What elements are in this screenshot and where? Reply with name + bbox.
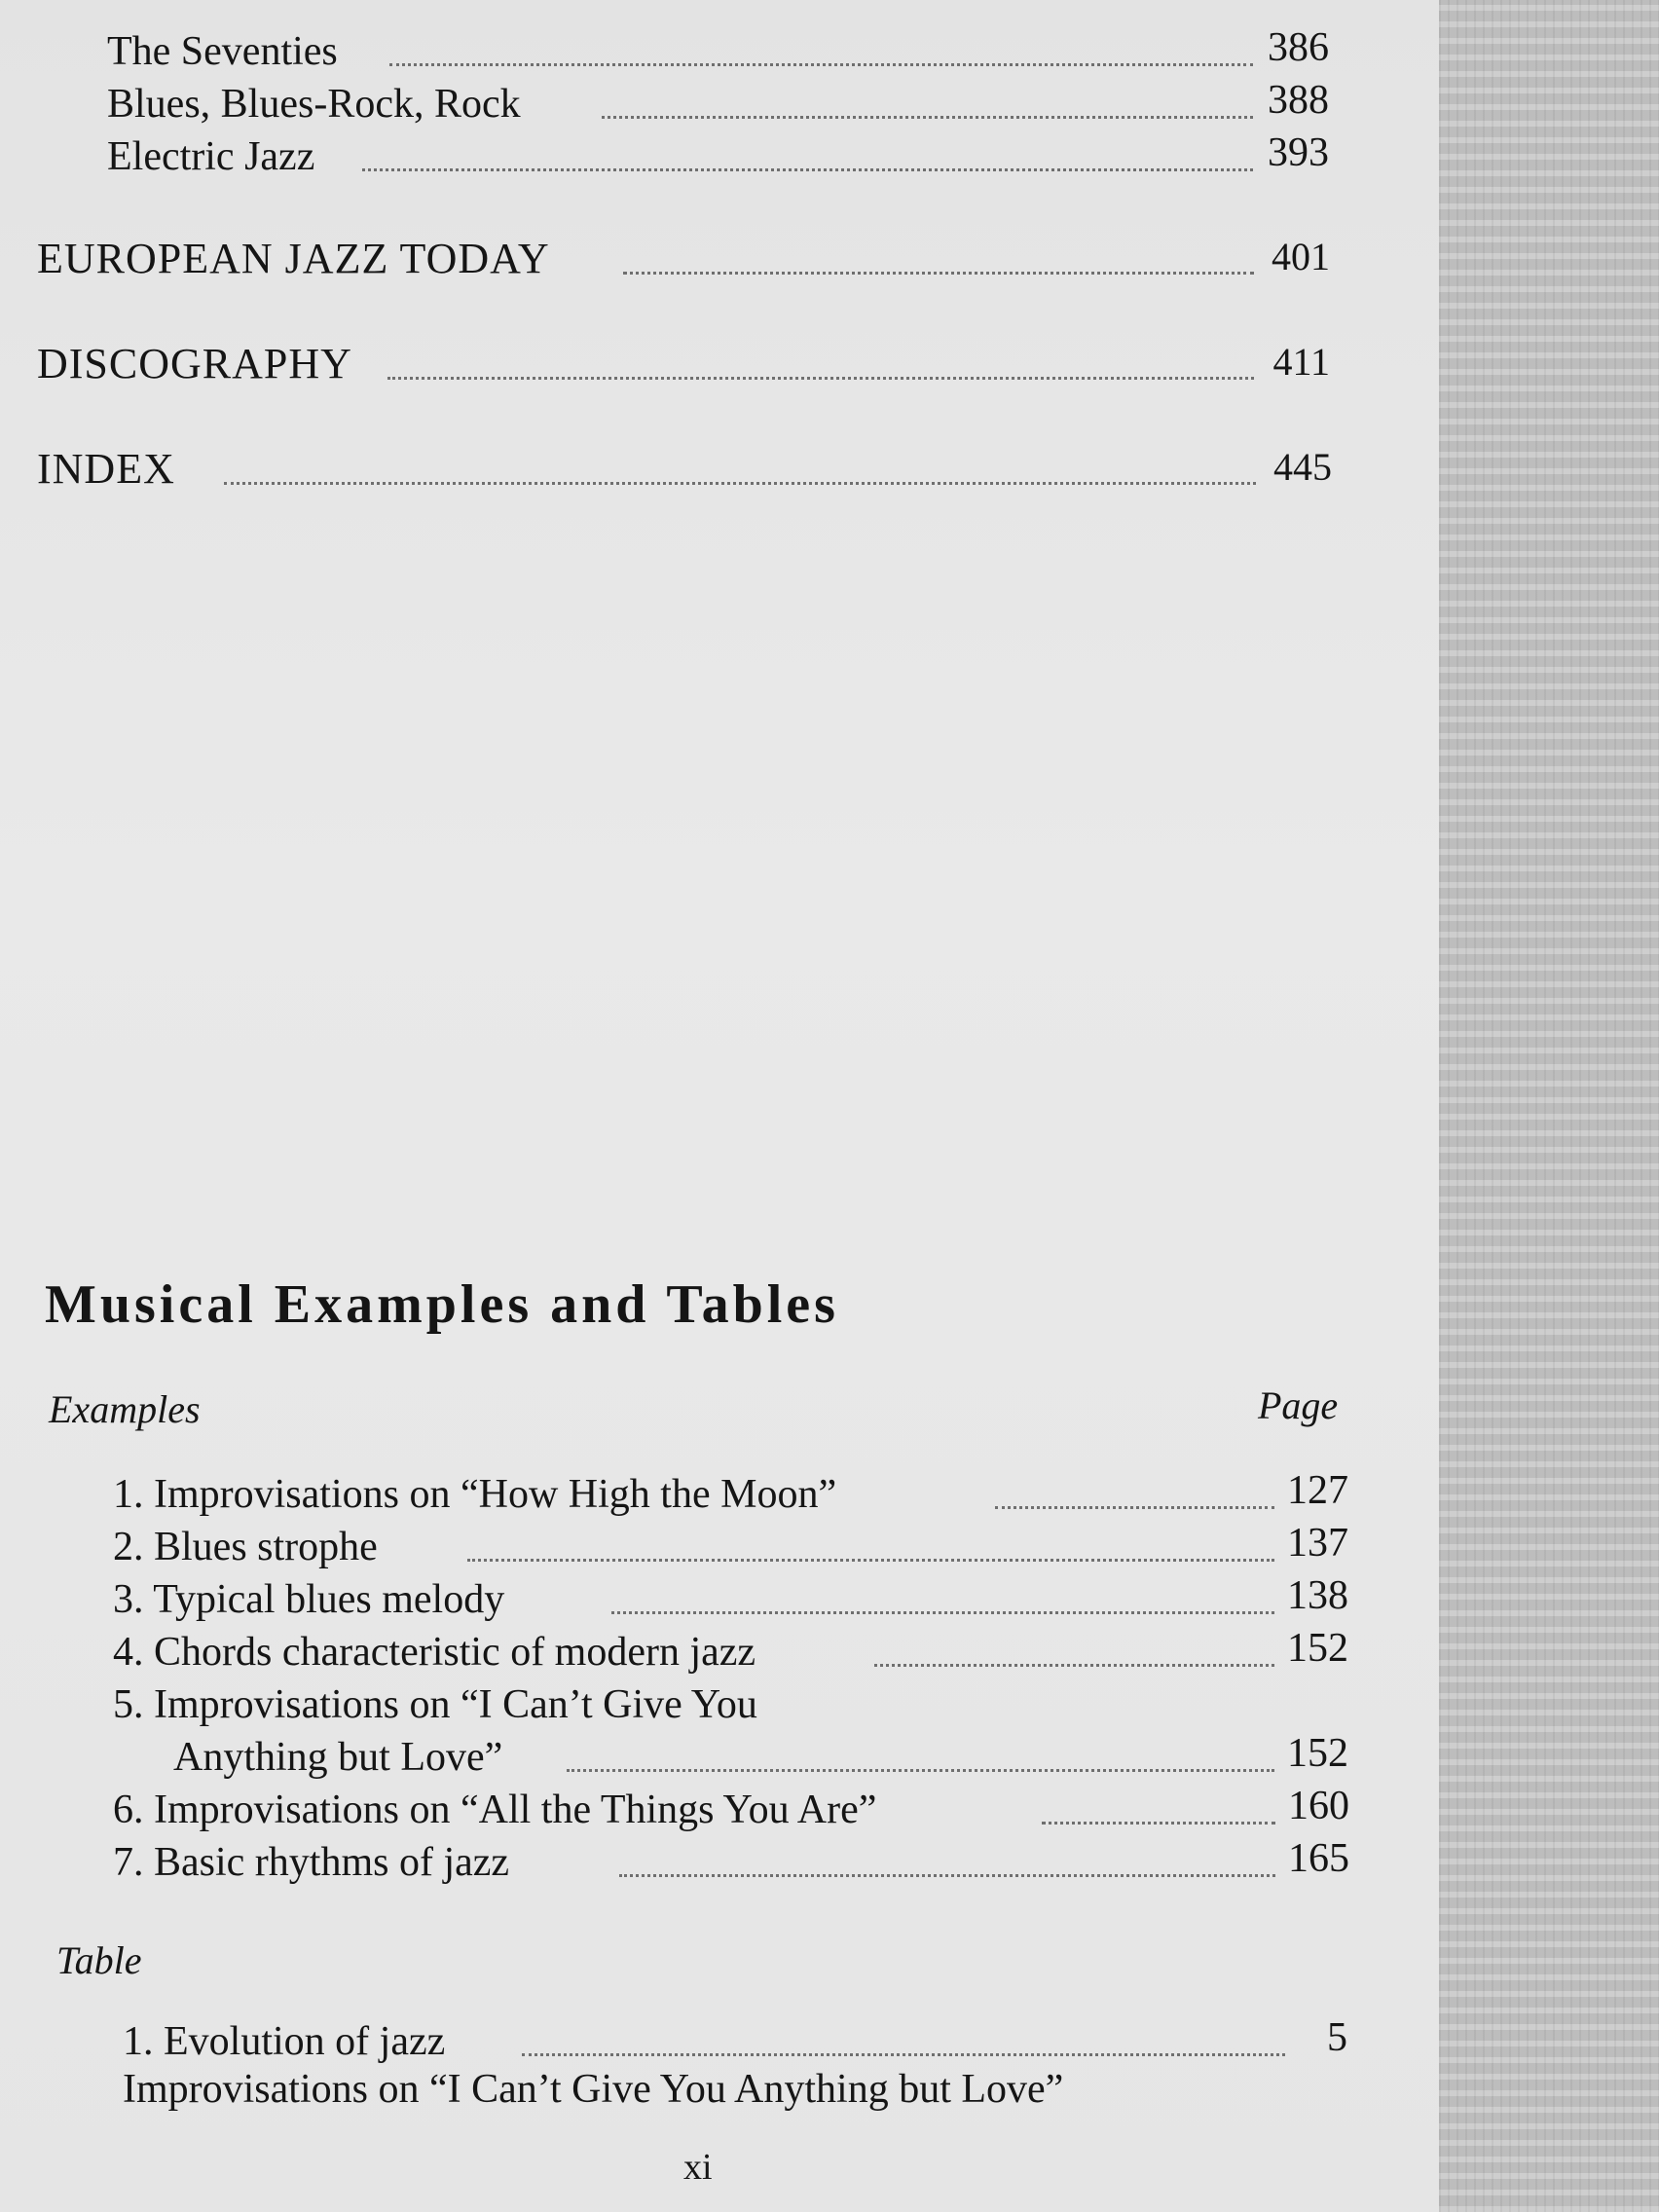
table-heading: Table [56, 1938, 142, 1982]
toc-subentry-page: 388 [1268, 78, 1329, 123]
example-label: 1. Improvisations on “How High the Moon” [113, 1472, 837, 1517]
example-page: 152 [1287, 1731, 1348, 1776]
toc-entry [37, 230, 1330, 280]
toc-subentry-label: Electric Jazz [107, 134, 315, 179]
dot-leader [362, 168, 1253, 171]
dot-leader [611, 1611, 1274, 1614]
example-item [113, 1622, 1348, 1673]
toc-entry-label: EUROPEAN JAZZ TODAY [37, 235, 550, 282]
dot-leader [995, 1506, 1274, 1509]
toc-subentry [107, 74, 1329, 125]
example-label: 5. Improvisations on “I Can’t Give You [113, 1682, 757, 1727]
dot-leader [567, 1769, 1274, 1772]
section-title: Musical Examples and Tables [45, 1274, 839, 1335]
dot-leader [387, 377, 1254, 380]
dot-leader [1042, 1822, 1275, 1825]
example-item [113, 1675, 1348, 1725]
example-label: Anything but Love” [173, 1735, 503, 1780]
page-column-heading: Page [1258, 1383, 1339, 1427]
dot-leader [874, 1664, 1274, 1667]
example-item [113, 1780, 1349, 1830]
example-page: 165 [1288, 1836, 1349, 1881]
example-item [113, 1517, 1348, 1567]
toc-entry-page: 401 [1272, 235, 1330, 278]
example-page: 127 [1287, 1468, 1348, 1513]
dot-leader [619, 1874, 1275, 1877]
toc-subentry-label: The Seventies [107, 29, 338, 74]
background-surface [1439, 0, 1659, 2212]
example-label: 6. Improvisations on “All the Things You Are” [113, 1788, 877, 1832]
toc-subentry-page: 393 [1268, 130, 1329, 175]
caption-line: Improvisations on “I Can’t Give You Anything but Love” [123, 2067, 1064, 2112]
example-label: 3. Typical blues melody [113, 1577, 505, 1622]
toc-subentry-page: 386 [1268, 25, 1329, 70]
table-page: 5 [1327, 2015, 1347, 2060]
dot-leader [623, 272, 1254, 275]
toc-entry-label: INDEX [37, 445, 175, 493]
toc-entry [37, 440, 1332, 491]
example-label: 2. Blues strophe [113, 1525, 378, 1569]
dot-leader [522, 2053, 1285, 2056]
example-page: 160 [1288, 1784, 1349, 1828]
examples-heading: Examples [49, 1387, 201, 1431]
dot-leader [602, 116, 1253, 119]
table-item [123, 2011, 1347, 2062]
dot-leader [389, 63, 1253, 66]
page-folio: xi [683, 2147, 713, 2188]
example-item [113, 1464, 1348, 1515]
toc-entry-label: DISCOGRAPHY [37, 340, 352, 387]
example-item [113, 1832, 1349, 1883]
toc-entry-page: 411 [1272, 340, 1330, 384]
table-label: 1. Evolution of jazz [123, 2019, 446, 2064]
toc-subentry [107, 21, 1329, 72]
example-page: 138 [1287, 1573, 1348, 1618]
toc-entry-page: 445 [1273, 445, 1332, 489]
dot-leader [224, 482, 1256, 485]
example-page: 137 [1287, 1521, 1348, 1566]
example-item [113, 1569, 1348, 1620]
toc-entry [37, 335, 1330, 386]
example-item-continuation [173, 1727, 1348, 1778]
example-label: 4. Chords characteristic of modern jazz [113, 1630, 756, 1675]
example-label: 7. Basic rhythms of jazz [113, 1840, 510, 1885]
toc-subentry-label: Blues, Blues-Rock, Rock [107, 82, 521, 127]
toc-subentry [107, 127, 1329, 177]
dot-leader [467, 1559, 1274, 1562]
example-page: 152 [1287, 1626, 1348, 1671]
